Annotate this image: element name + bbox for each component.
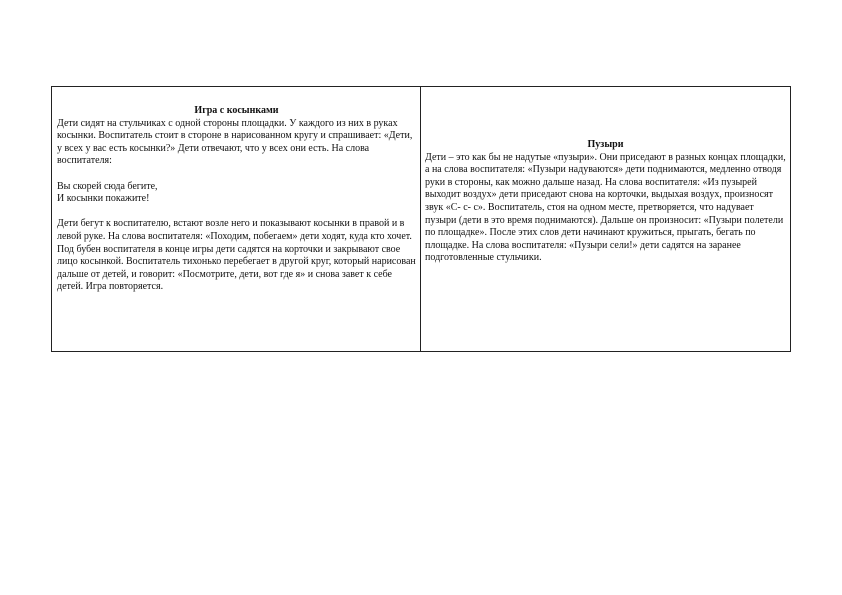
paragraph-spacer [57,168,416,181]
paragraph-spacer [57,206,416,219]
game-card-scarves [52,87,421,351]
game-description-bubbles: Дети – это как бы не надутые «пузыри». Они приседают в разных концах площадки, а на слова воспитателя: «Пузыри надуваются» дети поднимаются, медленно отводя руки в стороны, как можно дальше назад. На слова воспитателя: «Из пузырей выходит воздух» дети приседают снова на корточки, выдыхая воздух, произносят звук «С- с- с». Воспитатель, стоя на одном месте, претворяется, что надувает пузыри (дети в это время поднимаются). Дальше он произносит: «Пузыри полетели по площадке». После этих слов дети начинают кружиться, прыгать, бегать по площадке. На слова воспитателя: «Пузыри сели!» дети садятся на заранее подготовленные стульчики. [425,151,786,264]
game-title-bubbles: Пузыри [587,139,624,150]
games-table [51,86,791,352]
game-description-rules: Дети бегут к воспитателю, встают возле него и показывают косынки в правой и в левой руке. На слова воспитателя: «Походим, побегаем» дети ходят, куда кто хочет. Под бубен воспитателя в конце игры дети садятся на корточки и закрывают свое лицо косынкой. Воспитатель тихонько перебегает в другой круг, который нарисован дальше от детей, и говорит: «Посмотрите, дети, вот где я» и снова завет к себе детей. Игра повторяется. [57,218,416,293]
game-verse: Вы скорей сюда бегите, И косынки покажите! [57,180,158,205]
game-card-bubbles [421,87,790,351]
game-title-scarves: Игра с косынками [194,105,279,116]
game-description-intro: Дети сидят на стульчиках с одной стороны площадки. У каждого из них в руках косынки. Воспитатель стоит в стороне в нарисованном кругу и спрашивает: «Дети, у всех у вас есть косынки?» Дети отвечают, что у всех они есть. На слова воспитателя: [57,117,413,167]
